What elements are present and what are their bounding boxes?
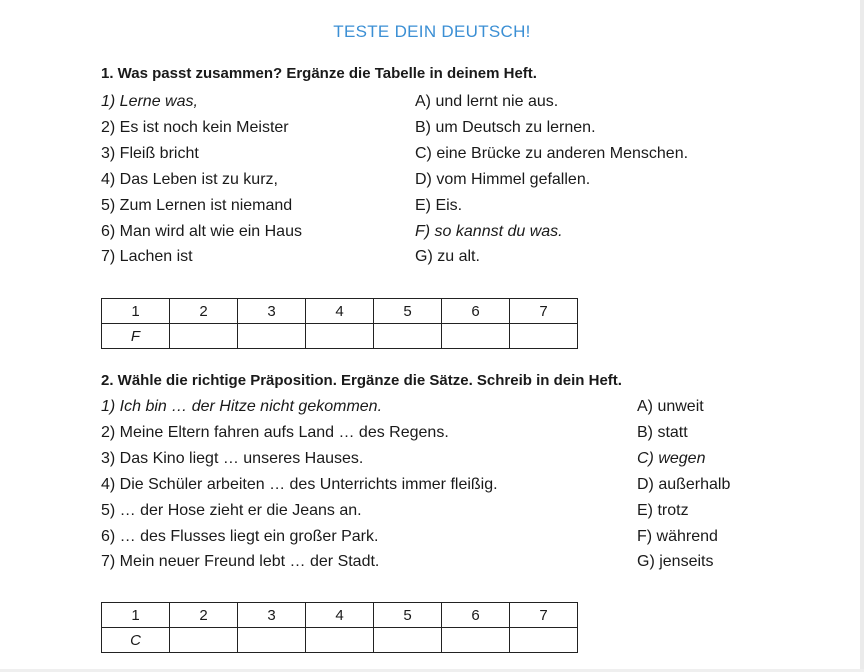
- answer-cell: [306, 628, 374, 653]
- s2-right-item: B) statt: [637, 424, 688, 441]
- table-header-row: [102, 603, 578, 628]
- answer-cell: [374, 324, 442, 349]
- s1-right-item: D) vom Himmel gefallen.: [415, 171, 591, 188]
- table-header-cell: 6: [442, 299, 510, 324]
- table-header-cell: 5: [374, 603, 442, 628]
- s1-left-item: 5) Zum Lernen ist niemand: [101, 197, 293, 214]
- s2-left-item: 6) … des Flusses liegt ein großer Park.: [101, 528, 379, 545]
- s1-left-item: 7) Lachen ist: [101, 248, 193, 265]
- table-header-cell: 1: [102, 299, 170, 324]
- table-header-cell: 3: [238, 299, 306, 324]
- table-header-row: [102, 299, 578, 324]
- s1-right-item: C) eine Brücke zu anderen Menschen.: [415, 145, 689, 162]
- s2-right-item: E) trotz: [637, 502, 689, 519]
- table-header-cell: 4: [306, 299, 374, 324]
- s2-right-item: D) außerhalb: [637, 476, 731, 493]
- table-header-cell: 6: [442, 603, 510, 628]
- s2-right-item: F) während: [637, 528, 718, 545]
- s1-left-item: 4) Das Leben ist zu kurz,: [101, 171, 278, 188]
- answer-cell: [442, 628, 510, 653]
- table-header-cell: 3: [238, 603, 306, 628]
- table-header-cell: 7: [510, 299, 578, 324]
- page-title: TESTE DEIN DEUTSCH!: [333, 22, 531, 41]
- answer-cell: [238, 324, 306, 349]
- table-answer-row: [102, 628, 578, 653]
- answer-cell: [442, 324, 510, 349]
- answer-cell: [238, 628, 306, 653]
- s2-left-item: 1) Ich bin … der Hitze nicht gekommen.: [101, 398, 383, 415]
- s1-right-item: E) Eis.: [415, 197, 463, 214]
- answer-cell: C: [102, 628, 170, 653]
- answer-cell: [510, 628, 578, 653]
- answer-cell: [306, 324, 374, 349]
- answer-cell: [510, 324, 578, 349]
- s2-left-item: 7) Mein neuer Freund lebt … der Stadt.: [101, 553, 380, 570]
- s2-left-item: 2) Meine Eltern fahren aufs Land … des Regens.: [101, 424, 449, 441]
- answer-cell: [170, 324, 238, 349]
- s2-right-item: G) jenseits: [637, 553, 714, 570]
- section1-heading: 1. Was passt zusammen? Ergänze die Tabelle in deinem Heft.: [101, 65, 537, 82]
- section2-heading: 2. Wähle die richtige Präposition. Ergänze die Sätze. Schreib in dein Heft.: [101, 372, 622, 389]
- answer-cell: [170, 628, 238, 653]
- answer-table-2: [101, 602, 578, 653]
- s2-left-item: 3) Das Kino liegt … unseres Hauses.: [101, 450, 364, 467]
- table-header-cell: 1: [102, 603, 170, 628]
- s1-left-item: 3) Fleiß bricht: [101, 145, 199, 162]
- s1-left-item: 6) Man wird alt wie ein Haus: [101, 223, 302, 240]
- s1-right-item: F) so kannst du was.: [415, 223, 563, 240]
- s2-left-item: 4) Die Schüler arbeiten … des Unterrichts immer fleißig.: [101, 476, 498, 493]
- answer-cell: [374, 628, 442, 653]
- s1-left-item: 2) Es ist noch kein Meister: [101, 119, 289, 136]
- answer-table-1: [101, 298, 578, 349]
- table-answer-row: [102, 324, 578, 349]
- page-edge-shadow: [860, 0, 864, 672]
- s1-left-item: 1) Lerne was,: [101, 93, 198, 110]
- s2-right-item: C) wegen: [637, 450, 706, 467]
- table-header-cell: 7: [510, 603, 578, 628]
- s1-right-item: B) um Deutsch zu lernen.: [415, 119, 596, 136]
- s2-right-item: A) unweit: [637, 398, 704, 415]
- s1-right-item: G) zu alt.: [415, 248, 480, 265]
- s2-left-item: 5) … der Hose zieht er die Jeans an.: [101, 502, 362, 519]
- table-header-cell: 4: [306, 603, 374, 628]
- answer-cell: F: [102, 324, 170, 349]
- s1-right-item: A) und lernt nie aus.: [415, 93, 559, 110]
- table-header-cell: 2: [170, 603, 238, 628]
- table-header-cell: 5: [374, 299, 442, 324]
- table-header-cell: 2: [170, 299, 238, 324]
